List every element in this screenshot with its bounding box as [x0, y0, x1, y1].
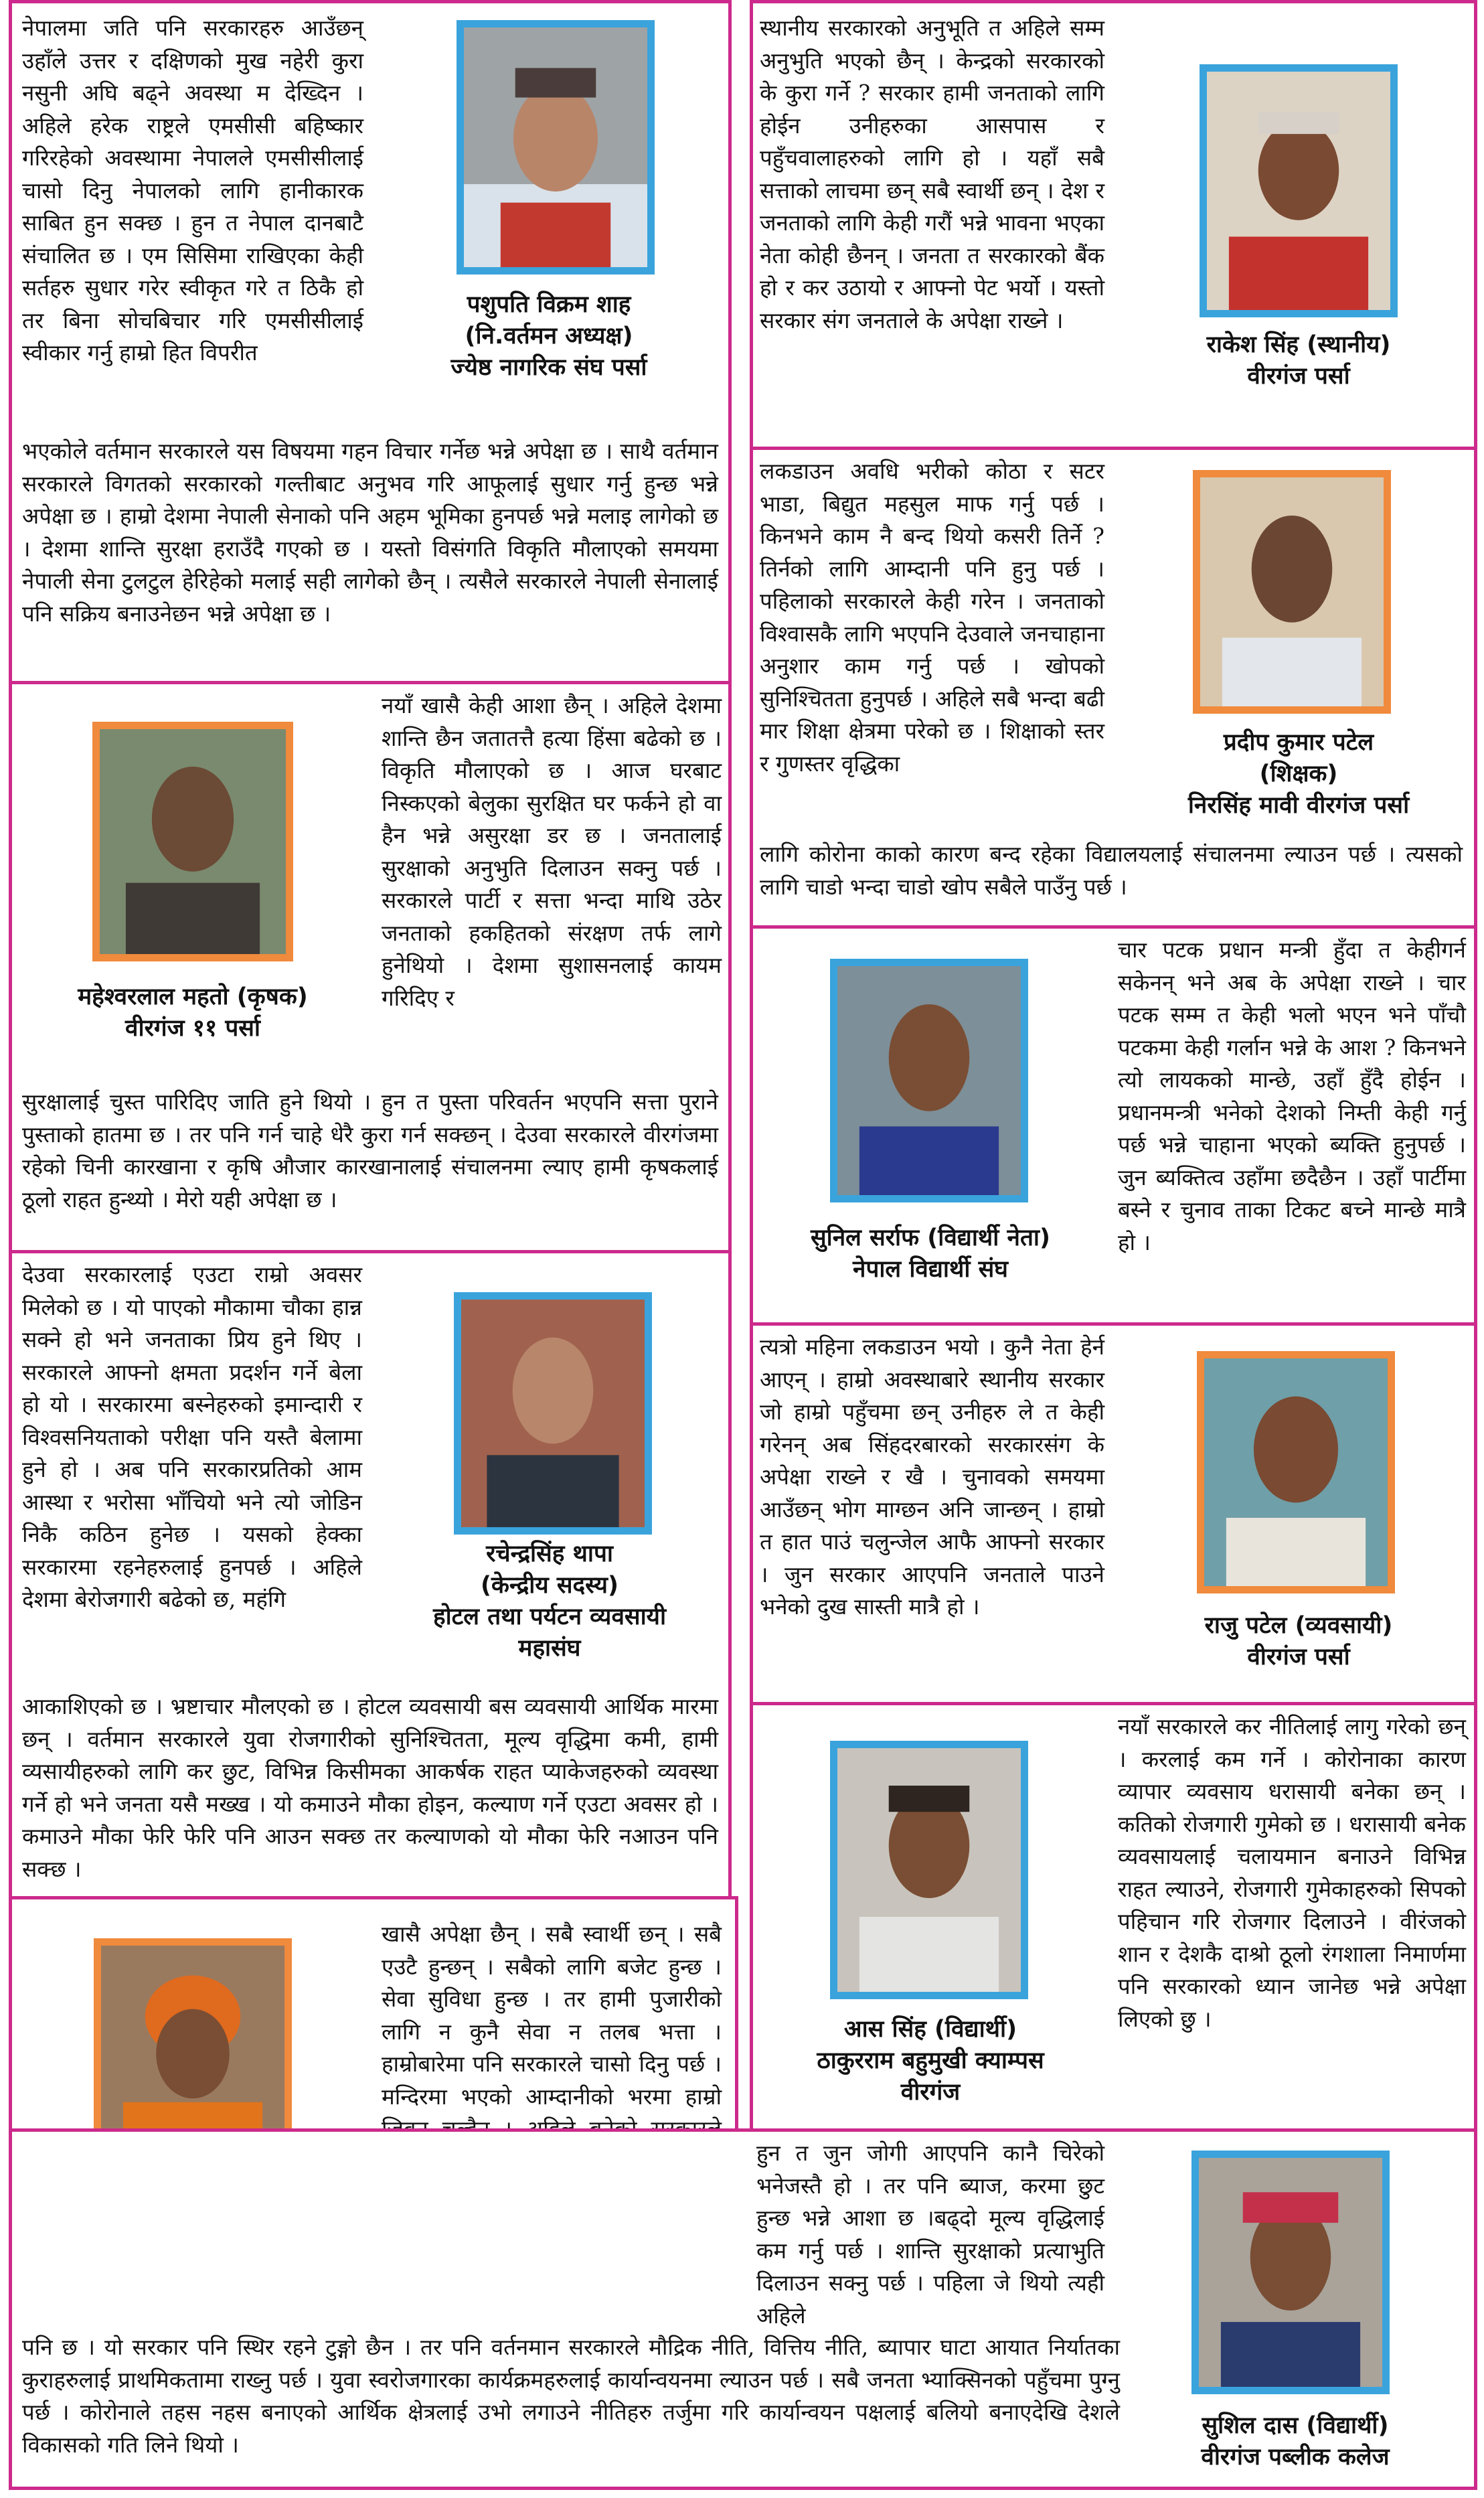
rachendra-caption — [372, 1539, 727, 1664]
pashupati-name: पशुपति विक्रम शाह — [467, 291, 631, 318]
pradeep-text-side: लकडाउन अवधि भरीको कोठा र सटर भाडा, बिद्युत महसुल माफ गर्नु पर्छ । किनभने काम नै बन्द थियो कसरी तिर्ने ? तिर्नको लागि आम्दानी पनि हुनु पर्छ । पहिलाको सरकारले केही गरेन । जनताको विश्वासकै लागि भएपनि देउवाले जनचाहाना अनुशार काम गर्नु पर्छ । खोपको सुनिश्चितता हुनुपर्छ । अहिले सबै भन्दा बढी मार शिक्षा क्षेत्रमा परेको छ । शिक्षाको स्तर र गुणस्तर वृद्धिका — [760, 458, 1104, 777]
rachendra-text-side: देउवा सरकारलाई एउटा राम्रो अवसर मिलेको छ । यो पाएको मौकामा चौका हान्न सक्ने हो भने जनताका प्रिय हुने थिए । सरकारले आफ्नो क्षमता प्रदर्शन गर्ने बेला हो यो । सरकारमा बस्नेहरुको इमान्दारी र विश्वसनियताको परीक्षा पनि यस्तै बेलामा हुने हो । अब पनि सरकारप्रतिको आम आस्था र भरोसा भाँचियो भने त्यो जोडिन निकै कठिन हुनेछ । यसको हेक्का सरकारमा रहनेहरुलाई हुनपर्छ । अहिले देशमा बेरोजगारी बढेको छ, महंगि — [22, 1261, 362, 1612]
aas-org: वीरगंज — [900, 2079, 961, 2106]
pashupati-caption — [375, 289, 723, 384]
sunil-caption — [763, 1223, 1098, 1285]
pradeep-photo — [1193, 470, 1391, 714]
mahesh-photo — [92, 722, 293, 961]
pradeep-role: (शिक्षक) — [1259, 761, 1338, 787]
rakesh-text-side: स्थानीय सरकारको अनुभूति त अहिले सम्म अनुभुति भएको छैन् । केन्द्रको सरकारको के कुरा गर्ने ? सरकार हामी जनताको लागि होईन उनीहरुका आसपास र पहुँचवालाहरुको लागि हो । यहाँ सबै सत्ताको लाचमा छन् सबै स्वार्थी छन् । देश र जनताको लागि केही गरौं भन्ने भावना भएका नेता कोही छैनन् । जनता त सरकारको बैंक हो र कर उठायो र आफ्नो पेट भर्यो । यस्तो सरकार संग जनताले के अपेक्षा राख्ने । — [760, 15, 1104, 333]
raju-org: वीरगंज पर्सा — [1247, 1644, 1350, 1670]
aas-name: आस सिंह (विद्यार्थी) — [843, 2016, 1017, 2043]
sushil-caption — [1128, 2410, 1463, 2473]
sunil-photo — [830, 959, 1028, 1202]
aas-text-side: नयाँ सरकारले कर नीतिलाई लागु गरेको छन् । करलाई कम गर्ने । कोरोनाका कारण व्यापार व्यवसाय धरासायी बनेका छन् । कतिको रोजगारी गुमेको छ । धरासायी बनेक व्यवसायलाई चलायमान बनाउने विभिन्न राहत ल्याउने, रोजगारी गुमेकाहरुको सिपको पहिचान गरि रोजगार दिलाउने । वीरंजको शान र देशकै दाश्रो ठूलो रंगशाला निमार्णमा पनि सरकारको ध्यान जानेछ भन्ने अपेक्षा लिएको छु । — [1118, 1713, 1466, 2032]
raju-text-side: त्यत्रो महिना लकडाउन भयो । कुनै नेता हेर्न आएन् । हाम्रो अवस्थाबारे स्थानीय सरकार जो हाम्रो पहुँचमा छन् उनीहरु ले त केही गरेनन् अब सिंहदरबारको सरकारसंग के अपेक्षा राख्ने र खै । चुनावको समयमा आउँछन् भोग माग्छन अनि जान्छन् । हाम्रो त हात पाउं चलुन्जेल आफै आफ्नो सरकार । जुन सरकार आएपनि जनताले पाउने भनेको दुख सास्ती मात्रै हो । — [760, 1334, 1104, 1620]
pashupati-org: ज्येष्ठ नागरिक संघ पर्सा — [450, 354, 647, 381]
mahesh-caption — [25, 982, 360, 1044]
rachendra-name: रचेन्द्रसिंह थापा — [486, 1541, 613, 1567]
yogendra-text-side: खासै अपेक्षा छैन् । सबै स्वार्थी छन् । सबै एउटै हुन्छन् । सबैको लागि बजेट हुन्छ । सेवा सुविधा हुन्छ । तर हामी पुजारीको लागि न कुनै सेवा न तलब भत्ता । हाम्रोबारेमा पनि सरकारले चासो दिनु पर्छ । मन्दिरमा भएको आम्दानीको भरमा हाम्रो — [382, 1921, 722, 2110]
rakesh-name: राकेश सिंह (स्थानीय) — [1206, 331, 1391, 358]
rakesh-caption — [1135, 329, 1463, 392]
pradeep-org: निरसिंह मावी वीरगंज पर्सा — [1187, 792, 1410, 819]
sunil-org: नेपाल विद्यार्थी संघ — [853, 1256, 1008, 1283]
pradeep-caption — [1128, 727, 1469, 822]
sushil-text-side: हुन त जुन जोगी आएपनि कानै चिरेको भनेजस्तै हो । तर पनि ब्याज, करमा छुट हुन्छ भन्ने आशा छ ।बढ्दो मूल्य वृद्धिलाई कम गर्नु पर्छ । शान्ति सुरक्षाको प्रत्याभुति दिलाउन सक्नु पर्छ । पहिला जे थियो त्यही अहिले — [756, 2140, 1104, 2329]
mahesh-org: वीरगंज ११ पर्सा — [125, 1015, 260, 1042]
rachendra-org2: महासंघ — [518, 1635, 581, 1662]
rakesh-org: वीरगंज पर्सा — [1247, 363, 1350, 390]
raju-photo — [1197, 1351, 1395, 1593]
mahesh-text-full: सुरक्षालाई चुस्त पारिदिए जाति हुने थियो । हुन त पुस्ता परिवर्तन भएपनि सत्ता पुराने पुस्ताको हातमा छ । तर पनि गर्न चाहे धेरै कुरा गर्न सक्छन् । देउवा सरकारले वीरगंजमा रहेको चिनी कारखाना र कृषि औजार कारखानालाई संचालनमा ल्याए हामी कृषकलाई ठूलो राहत हुन्थ्यो । मेरो यही अपेक्षा छ । — [22, 1089, 718, 1213]
mahesh-name: महेश्वरलाल महतो (कृषक) — [78, 984, 308, 1010]
sunil-name: सुनिल सर्राफ (विद्यार्थी नेता) — [811, 1225, 1050, 1251]
pashupati-photo — [457, 20, 655, 275]
sunil-text-side: चार पटक प्रधान मन्त्री हुँदा त केहीगर्न सकेनन् भने अब के अपेक्षा राख्ने । चार पटक सम्म त केही भलो भएन भने पाँचौ पटकमा केही गर्लान भन्ने के आश ? किनभने त्यो लायकको मान्छे, उहाँ हुँदै होईन । प्रधानमन्त्री भनेको देशको निम्ती केही गर्नु पर्छ भन्ने चाहाना भएको ब्यक्ति हुनुपर्छ । जुन ब्यक्तित्व उहाँमा छदैछैन । उहाँ पार्टीमा बस्ने र चुनाव ताका टिकट बच्ने मान्छे मात्रै हो । — [1118, 937, 1466, 1255]
pashupati-text-side: नेपालमा जति पनि सरकारहरु आउँछन् उहाँले उत्तर र दक्षिणको मुख नहेरी कुरा नसुनी अघि बढ्ने अवस्था म देख्दिन । अहिले हरेक राष्ट्रले एमसीसी बहिष्कार गरिरहेको अवस्थामा नेपालले एमसीसीलाई चासो दिनु नेपालको लागि हानीकारक साबित हुन सक्छ । हुन त नेपाल दानबाटै संचालित छ । एम सिसिमा राखिएका केही सर्तहरु सुधार गरेर स्वीकृत गरे त ठिकै हो तर बिना सोचबिचार गरि एमसीसीलाई स्वीकार गर्नु हाम्रो हित विपरीत — [22, 15, 363, 366]
pashupati-text-full: भएकोले वर्तमान सरकारले यस विषयमा गहन विचार गर्नेछ भन्ने अपेक्षा छ । साथै वर्तमान सरकारले विगतको सरकारको गल्तीबाट अनुभव गरि आफूलाई सुधार गर्नु हुन्छ भन्ने अपेक्षा छ । हाम्रो देशमा नेपाली सेनाको पनि अहम भूमिका हुनपर्छ भन्ने मलाइ लागेको छ । देशमा शान्ति सुरक्षा हराउँदै गएको छ । यस्तो विसंगति विकृति मौलाएको समयमा नेपाली सेना टुलटुल हेरिहेको मलाई सही लागेको छैन् । त्यसैले सरकारले नेपाली सेनालाई पनि सक्रिय बनाउनेछन भन्ने अपेक्षा छ । — [22, 438, 718, 627]
aas-photo — [830, 1741, 1028, 1999]
raju-name: राजु पटेल (व्यवसायी) — [1204, 1612, 1393, 1639]
sushil-photo — [1191, 2151, 1390, 2394]
pradeep-text-full: लागि कोरोना काको कारण बन्द रहेका विद्यालयलाई संचालनमा ल्याउन पर्छ । त्यसको लागि चाडो भन्दा चाडो खोप सबैले पाउँनु पर्छ । — [760, 841, 1463, 900]
mahesh-text-side: नयाँ खासै केही आशा छैन् । अहिले देशमा शान्ति छैन जतातत्तै हत्या हिंसा बढेको छ । विकृति मौलाएको छ । आज घरबाट निस्कएको बेलुका सुरक्षित घर फर्कने हो वा हैन भन्ने असुरक्षा डर छ । जनतालाई सुरक्षाको अनुभुति दिलाउन सक्नु पर्छ । सरकारले पार्टी र सत्ता भन्दा माथि उठेर जनताको हकहितको संरक्षण तर्फ लागे हुनेथियो । देशमा सुशासनलाई कायम गरिदिए र — [382, 692, 722, 1011]
rachendra-org: होटल तथा पर्यटन व्यवसायी — [432, 1604, 667, 1630]
rachendra-role: (केन्द्रीय सदस्य) — [481, 1572, 619, 1599]
rachendra-text-full: आकाशिएको छ । भ्रष्टाचार मौलएको छ । होटल व्यवसायी बस व्यवसायी आर्थिक मारमा छन् । वर्तमान सरकारले युवा रोजगारीको सुनिश्चितता, मूल्य वृद्धिमा कमी, हामी व्यसायीहरुको लागि कर छुट, विभिन्न किसीमका आकर्षक राहत प्याकेजहरुको व्यवस्था गर्ने हो भने जनता यसै मख्ख । यो कमाउने मौका होइन, कल्याण गर्ने एउटा अवसर हो । कमाउने मौका फेरि फेरि पनि आउन सक्छ तर कल्याणको यो मौका फेरि नआउन पनि सक्छ । — [22, 1693, 718, 1882]
sushil-org: वीरगंज पब्लीक कलेज — [1201, 2444, 1390, 2471]
rachendra-photo — [454, 1292, 652, 1535]
raju-caption — [1131, 1610, 1466, 1673]
pradeep-name: प्रदीप कुमार पटेल — [1223, 729, 1374, 756]
sushil-name: सुशिल दास (विद्यार्थी) — [1202, 2412, 1389, 2439]
aas-caption — [756, 2014, 1104, 2108]
pashupati-role: (नि.वर्तमन अध्यक्ष) — [465, 323, 633, 349]
rakesh-photo — [1200, 64, 1398, 317]
aas-role: ठाकुरराम बहुमुखी क्याम्पस — [817, 2047, 1044, 2074]
sushil-text-full: पनि छ । यो सरकार पनि स्थिर रहने टुङ्गो छैन । तर पनि वर्तनमान सरकारले मौद्रिक नीति, वित्तिय नीति, ब्यापार घाटा आयात निर्यातका कुराहरुलाई प्राथमिकतामा राख्नु पर्छ । युवा स्वरोजगारका कार्यक्रमहरुलाई कार्यान्वयनमा ल्याउन पर्छ । सबै जनता भ्याक्सिनको पहुँचमा पुग्नु पर्छ । कोरोनाले तहस नहस बनाएको आर्थिक क्षेत्रलाई उभो लगाउने नीतिहरु तर्जुमा गरि कार्यान्वयन पक्षलाई बलियो बनाएदेखि देशले विकासको गति लिने थियो । — [22, 2334, 1120, 2458]
